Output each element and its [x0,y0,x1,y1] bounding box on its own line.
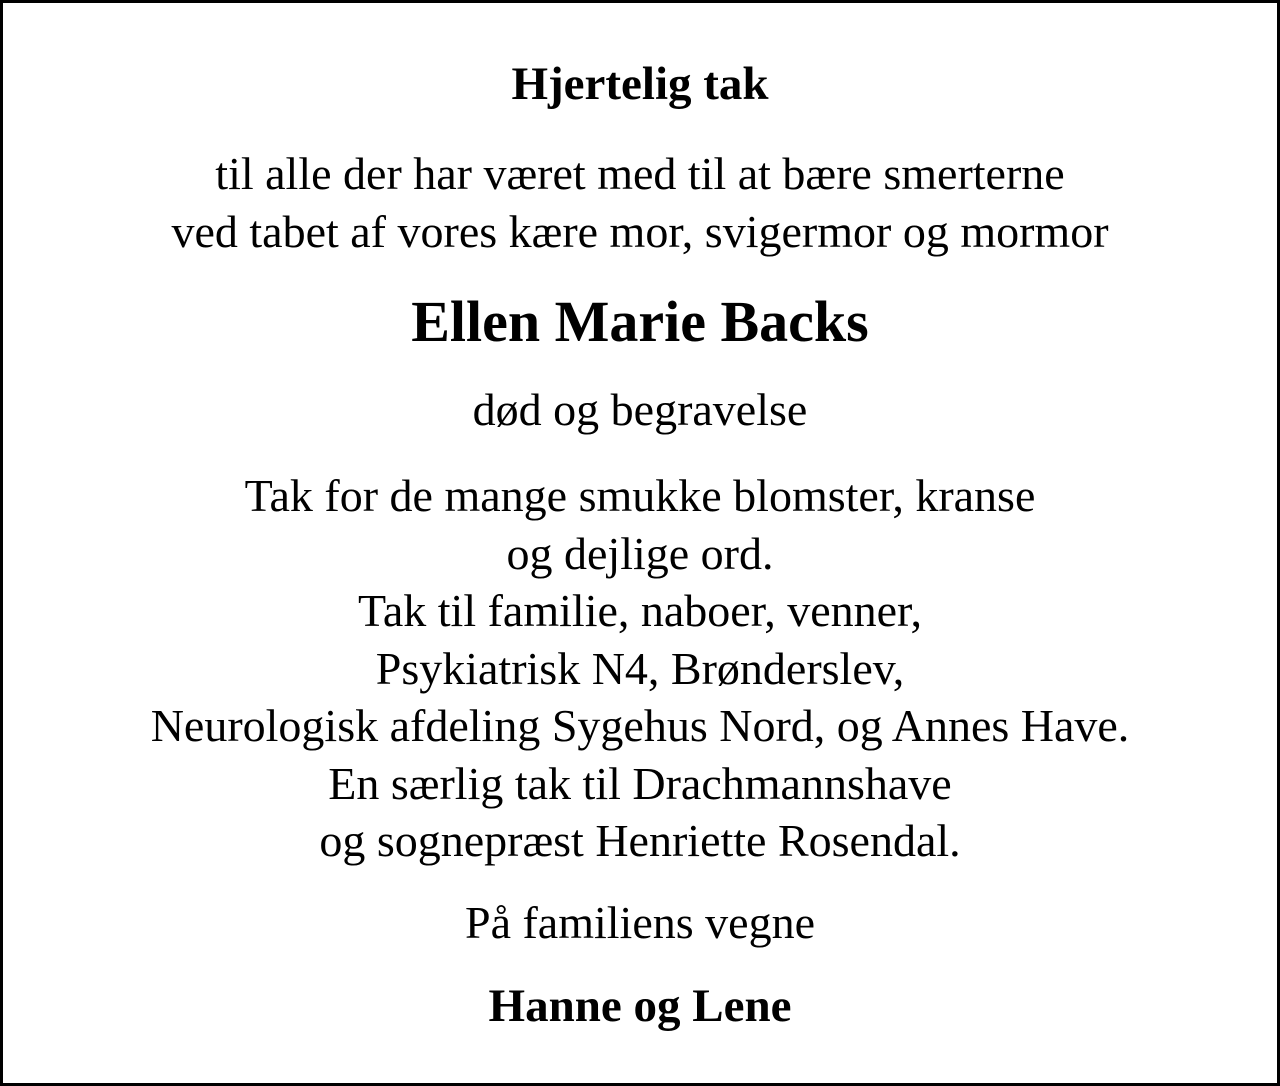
thanks-line-5: Neurologisk afdeling Sygehus Nord, og Annes Have. [150,700,1130,751]
thanks-line-3: Tak til familie, naboer, venner, [357,585,923,636]
thanks-line-1: Tak for de mange smukke blomster, kranse [244,470,1036,521]
signatories: Hanne og Lene [488,980,792,1032]
intro-line-1: til alle der har været med til at bære smerterne [215,148,1065,199]
on-behalf-text: På familiens vegne [464,897,815,948]
thanks-line-7: og sognepræst Henriette Rosendal. [319,815,961,866]
intro-line-2: ved tabet af vores kære mor, svigermor og mormor [171,206,1109,257]
notice-heading: Hjertelig tak [511,58,769,110]
occasion-text: død og begravelse [472,384,808,435]
thanks-line-4: Psykiatrisk N4, Brønderslev, [375,643,905,694]
deceased-name: Ellen Marie Backs [411,289,869,354]
thanks-line-2: og dejlige ord. [506,528,774,579]
thanks-line-6: En særlig tak til Drachmannshave [328,758,952,809]
